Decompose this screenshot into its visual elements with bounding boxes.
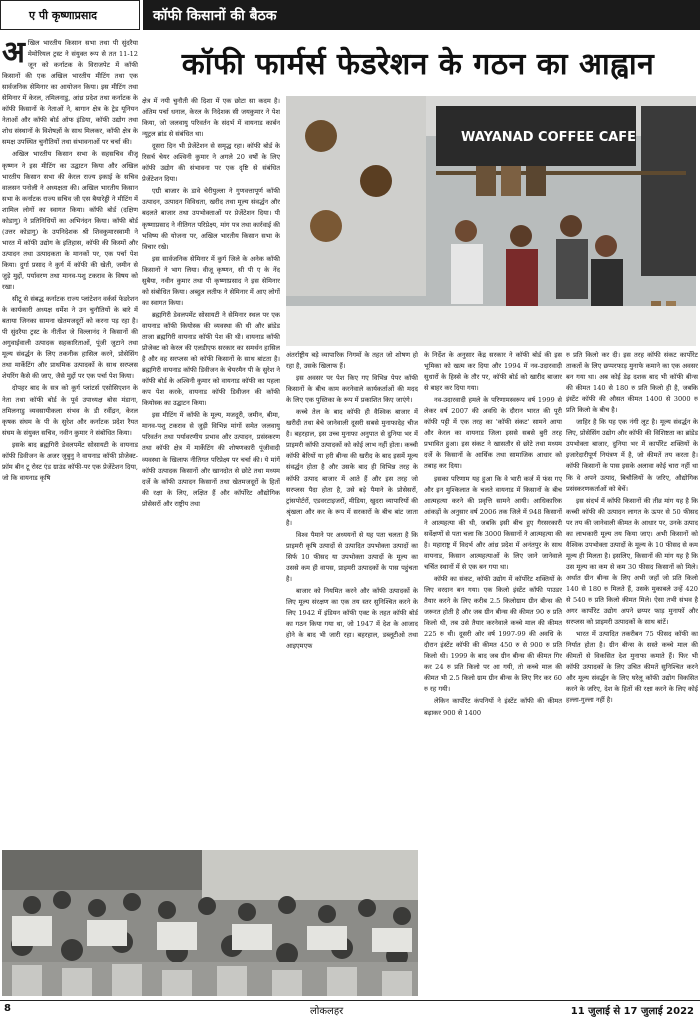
section-tag (143, 0, 700, 30)
meeting-photo-illustration (2, 850, 418, 996)
paragraph: ब्रह्मगिरी डेवलपमेंट सोसायटी ने सेमिनार स्थल पर एक वायनाड कॉफी कियोस्क की व्यवस्था की थी और ब्रांडेड ताजा ब्रह्मगिरी वायनाड कॉफी पेश की थी। वायनाड कॉफी प्रोजेक्ट को केरल की एलडीएफ सरकार का समर्थन हासिल है और वह सरप्लस को कॉफी किसानों के साथ बांटता है। ब्रह्मगिरी वायनाड कॉफी डिवीजन के चेयरमैन पी के सुरेश ने कॉफी बोर्ड के अश्विनी कुमार को वायनाड कॉफी का पहला कप पेश करके, वायनाड कॉफी डिवीजन की कॉफी कियोस्क का उद्घाटन किया। (142, 310, 280, 408)
paragraph: दूसरा दिन भी प्रेजेंटेशन से समृद्ध रहा। कॉफी बोर्ड के रिसर्च चेयर अश्विनी कुमार ने अगले 20 वर्षों के लिए कॉफी उद्योग की संभावना पर एक दृष्टि से संबंधित प्रेजेंटेशन दिया। (142, 142, 280, 184)
cafe-photo (286, 96, 696, 346)
paragraph: नव-उदारवादी हमले के परिणामस्वरूप वर्ष 1999 से लेकर वर्ष 2007 की अवधि के दौरान भारत की पूरी कॉफी पट्टी में एक तरह का 'कॉफी संकट' सामने आया और केरल का वायनाड जिला इससे सबसे बुरी तरह प्रभावित हुआ। इस संकट ने खासतौर से छोटे तथा मध्यम दर्जे के किसानों के आर्थिक तथा सामाजिक आधार को तबाह कर दिया। (424, 396, 562, 471)
paragraph: इस मीटिंग में कॉफी के मूल्य, मजदूरी, जमीन, बीमा, मानव-पशु टकराव से जुड़ी विभिन्न मांगों समेत जलवायु परिवर्तन तथा पर्यावरणीय प्रभाव और उत्पादन, प्रसंस्करण तथा कॉफी क्षेत्र में मार्केटिंग की शोषणकारी पूंजीवादी व्यवस्था के खिलाफ नीतिगत परिप्रेक्ष्य पर चर्चा की। ये मांगें कॉफी उत्पादक किसानों और खानदोत से छोटे तथा मध्यम दर्जे के कॉफी उत्पादन किसानों तथा खेतमजदूरों के हितों की रक्षा के लिए, लक्षित हैं और कॉर्पोरेट औद्योगिक प्रोसेसरों और राष्ट्रीय तथा (142, 411, 280, 508)
article-column-5 (566, 350, 698, 998)
cafe-sign: WAYANAD COFFEE CAFE (461, 130, 637, 145)
paragraph: खिल भारतीय किसान सभा तथा पी सुंदरैया मेमोरियल ट्रस्ट ने संयुक्त रूप से तत 11-12 जून को कर्नाटक के विराजपेट में कॉफी किसानों की एक अखिल भारतीय मीटिंग तथा एक सार्वजनिक सेमिनार का आयोजन किया। इस मीटिंग तथा सेमिनार में केरल, तमिलनाडु, आंध्र प्रदेश तथा कर्नाटक के कॉफी किसानों के नेताओं ने, बागान क्षेत्र के ट्रेड यूनियन नेताओं और कॉफी बोर्ड ऑफ इंडिया, कॉफी उद्योग तथा शोध संस्थानों के विशेषज्ञों के साथ मिलकर, कॉफी क्षेत्र के समक्ष उपस्थित चुनौतियों तथा संभावनाओं पर चर्चा की। (2, 39, 138, 147)
page-number: 8 (4, 1003, 11, 1014)
paragraph: सीटू से संबद्ध कर्नाटक राज्य प्लांटेशन वर्कर्स फेडरेशन के कार्यकारी अध्यक्ष धर्मेश ने उन चुनौतियों के बारे में बताया जिनका सामना खेतमजदूरों को करना पड़ रहा है। पी सुंदरैया ट्रस्ट के नीतीश जे विल्लानंद ने किसानों की अगुवाईवाली उत्पादक सहकारिताओं, पूंजी जुटाने तथा मूल्य संवर्द्धन के लिए तकनीक हासिल करने, प्रोसेसिंग तथा मार्केटिंग और प्राथमिक उत्पादकों के साथ सरप्लस शेयरिंग कैसे की जाए, जैसे मुद्दों पर एक पर्चा पेश किया। (2, 295, 138, 381)
article-column-4 (424, 350, 562, 998)
paragraph: रु प्रति किलो कर दी। इस तरह कॉफी संकट कार्पोरेट ताकतों के लिए छप्परफाड़ मुनाफे कमाने का एक अवसर बन गया था। अब कोई डेढ़ दशक बाद भी कॉफी बीन्स की कीमत 140 से 180 रु प्रति किलो ही है, जबकि इंस्टेंट कॉफी की औसत कीमत 1400 से 3000 रु प्रति किलो के बीच है। (566, 351, 698, 415)
paragraph: इसके बाद ब्रह्मगिरी डेवलपमेंट सोसायटी के वायनाड कॉफी डिवीजन के अजर जुबुनु ने वायनाड कॉफी प्रोजेक्ट-फ्रॉम बीन टू रोस्ट एंड ग्राउंड कॉफी-पर एक प्रेजेंटेशन दिया, जो कि वायनाड कृषि (2, 440, 138, 482)
paragraph: कच्चे तेल के बाद कॉफी ही वैश्विक बाजार में खरीदी तथा बेचे जानेवाली दूसरी सबसे मुनाफादेह चीज है। बहरहाल, इस उच्च मुनाफा अनुपात से दुनिया भर में प्राइमरी कॉफी उत्पादकों को कोई लाभ नहीं होता। कच्ची कॉफी बेरियों या हरी बीन्स की खरीद के बाद इसमें मूल्य संवर्द्धन होता है और उसके बाद ही विभिन्न तरह के कॉफी उत्पाद बाजार में आते हैं और इस तरह जो सरप्लस पैदा होता है, उसे बड़े पैमाने के प्रोसेसरों, ट्रांसपोर्टरों, एडवरटाइजरों, मीडिया, खुदरा व्यापारियों की श्रृंखला और कर के रूप में सरकारों के बीच बांट जाता है। (286, 408, 418, 527)
issue-date: 11 जुलाई से 17 जुलाई 2022 (570, 1006, 694, 1017)
footer-rule (0, 1000, 700, 1001)
headline: कॉफी फार्मर्स फेडरेशन के गठन का आह्वान (181, 47, 655, 82)
dropcap: अ (2, 38, 25, 70)
byline (0, 0, 140, 30)
paragraph: अंतर्राष्ट्रीय बड़े व्यापारिक निगमों के तहत जो शोषण हो रहा है, उसके खिलाफ हैं। (286, 351, 418, 371)
paragraph: विश्व पैमाने पर अध्ययनों से यह पता चलता है कि प्राइमरी कृषि उत्पादों से उत्पादित उपभोक्ता उत्पादों का सिर्फ 10 फीसद या उपभोक्ता उत्पादों के मूल्य का उससे कम ही वापस, प्राइमरी उत्पादकों के पास पहुंचता है। (286, 530, 418, 583)
paragraph: अखिल भारतीय किसान सभा के सहसचिव वीजू कृष्णन ने इस मीटिंग का उद्घाटन किया और अखिल भारतीय किसान सभा की केरल राज्य इकाई के सचिव वालसन पनोली ने अध्यक्षता की। अखिल भारतीय किसान सभा के कर्नाटक राज्य सचिव जी एस बैयारेड्डी ने मीटिंग में शामिल लोगों का स्वागत किया। कॉफी बोर्ड (दक्षिण कोडागु) ने प्रतिनिधियों का अभिनंदन किया। कॉफी बोर्ड (उत्तर कोडागु) के उपनिदेशक श्री शिवकुमारस्वामी ने भारत में कॉफी उद्योग के इतिहास, कॉफी की किस्मों और उत्पादन तथा उत्पादकता के मानकों पर, एक पर्चा पेश किया। दुर्गा प्रसाद ने कुर्ग में कॉफी की खेती, जमीन से जुड़े मुद्दों, पर्यावरण तथा मानव-पशु टकराव के विषय को रखा। (2, 150, 138, 292)
paragraph: इसका परिणाम यह हुआ कि वे भारी कर्ज में फंस गए और इन मुश्किलात के चलते वायनाड में किसानों के बीच आत्महत्या करने की प्रवृत्ति सामने आयी। आधिकारिक आंकड़ों के अनुसार वर्ष 2006 तक जिले में 948 किसानों ने आत्महत्या की थी, जबकि इसी बीच हुए गैरसरकारी सर्वेक्षणों से पता चला कि 3000 किसानों ने आत्महत्या की है। महाराष्ट्र में विदर्भ और आंध्र प्रदेश में अनंतपुर के साथ वायनाड, किसान आत्महत्याओं के लिए जाने जानेवाले चर्चित स्थानों में से एक बन गया था। (424, 474, 562, 571)
author-name: ए पी कृष्णाप्रसाद (29, 8, 98, 22)
paragraph: क्षेत्र में नयी चुनौती की दिशा में एक छोटा सा कदम है। अंतिम पर्चा धनाल, केरल के निदेशक सी जयकुमार ने पेश किया, जो जलवायु परिवर्तन के संदर्भ में वायनाड कार्बन न्यूट्रल ब्रांड से संबंधित था। (142, 97, 280, 139)
article-column-2 (142, 96, 280, 846)
paragraph: के निर्देश के अनुसार केंद्र सरकार ने कॉफी बोर्ड की इस भूमिका को खत्म कर दिया और 1994 में नव-उदारवादी सुधारों के हिस्से के तौर पर, कॉफी बोर्ड को खारीद बाजार से बाहर कर दिया गया। (424, 351, 562, 393)
paragraph: इस अवसर पर पेश किए गए विभिन्न पेपर कॉफी किसानों के बीच काम करनेवाले कार्यकर्ताओं की मदद के लिए एक पुस्तिका के रूप में प्रकाशित किए जाएंगे। (286, 374, 418, 405)
meeting-photo (2, 850, 418, 996)
article-column-3 (286, 350, 418, 846)
newspaper-name: लोकलहर (310, 1006, 344, 1017)
paragraph: इस सार्वजनिक सेमिनार में कुर्ग जिले के अनेक कॉफी किसानों ने भाग लिया। वीजू कृष्णन, सी पी ए के नेंद सुबैया, नवीन कुमार तथा पी कृष्णाप्रसाद ने इस सेमिनार को संबोधित किया। अब्दुल लतीफ ने सेमिनार में आए लोगों का स्वागत किया। (142, 254, 280, 307)
paragraph: बाजार को नियमित करने और कॉफी उत्पादकों के लिए मूल्य संरक्षण का एक तय स्तर सुनिश्चित करने के लिए 1942 में इंडियन कॉफी एक्ट के तहत कॉफी बोर्ड का गठन किया गया था, जो 1947 में देश के आजाद होने के बाद भी जारी रहा। बहरहाल, डब्लूटीओ तथा आइएमएफ (286, 586, 418, 651)
paragraph: कॉफी का संकट, कॉफी उद्योग में कॉर्पोरेट शक्तियों के लिए वरदान बन गया। एक किलो इंस्टेंट कॉफी पाउडर तैयार करने के लिए करीब 2.5 किलोग्राम ग्रीन बीन्स की जरूरत होती है और जब ग्रीन बीन्स की कीमत 90 रु प्रति किलो थी, तब उसे तैयार करनेवाले कच्चे माल की कीमत 225 रु थी। दूसरी ओर वर्ष 1997-99 की अवधि के दौरान इंस्टेंट कॉफी की कीमत 450 रु से 900 रु प्रति किलो थी। 1999 के बाद जब ग्रीन बीन्स की कीमत गिर कर 24 रु प्रति किलो पर आ गयी, तो कच्चे माल की कीमत भी 2.5 किलो ग्राम ग्रीन बीन्स के लिए गिर कर 60 रु रह गयी। (424, 574, 562, 694)
cafe-photo-illustration (286, 96, 696, 346)
paragraph: दोपहर बाद के सत्र को कूर्ग प्लांटर्स एसोसिएशन के नेता तथा कॉफी बोर्ड के पूर्व उपाध्यक्ष बोस मंडाना, तमिलनाडु व्यवसायीकला संभव के डी रवींद्रन, केरल कृषक संघम के पी के सुरेश और कर्नाटक प्रदेश रैयत संघम के संयुक्त सचिव, नवीन कुमार ने संबोधित किया। (2, 384, 138, 437)
paragraph: भारत में उत्पादित तकरीबन 75 फीसद कॉफी का निर्यात होता है। ग्रीन बीन्स के सस्ते कच्चे माल की कीमतों से विकसित देश मुनाफा कमाते हैं। फिर भी कॉफी उत्पादकों के लिए उचित कीमतें सुनिश्चित करने और मूल्य संवर्द्धन के लिए घरेलू कॉफी उद्योग विकसित करने के जरिए, देश के हितों की रक्षा करने के लिए कोई हल्ला-गुल्ला नहीं है। (566, 630, 698, 705)
paragraph: एग्री बाजार के डावे चेरीयुल्ला ने गुणवत्तापूर्ण कॉफी उत्पादन, उत्पादन विविधता, खरीद तथा मूल्य संवर्द्धन और बदलते बाजार तथा उपभोक्ताओं पर प्रेजेंटेशन दिया। पी कृष्णाप्रसाद ने नीतिगत परिप्रेक्ष्य, मांग पत्र तथा कार्रवाई की भविष्य की योजना पर, अखिल भारतीय किसान सभा के विचार रखे। (142, 187, 280, 251)
paragraph: इस संदर्भ में कॉफी किसानों की तीव्र मांग यह है कि कच्ची कॉफी की उत्पादन लागत के ऊपर से 50 फीसद पर तय की जानेवाली कीमत के आधार पर, उनके उत्पाद का लाभकारी मूल्य तय किया जाए। अभी किसानों को वैश्विक उपभोक्ता उत्पादों के मूल्य के 10 फीसद से कम मूल्य ही मिलता है। इसलिए, किसानों की मांग यह है कि उस मूल्य का कम से कम 30 फीसद किसानों को मिले। अर्थात ग्रीन बीन्स के लिए अभी जहाँ जो प्रति किलो 140 से 180 रु मिलते हैं, उसके मुकाबले उन्हें 420 से 540 रु प्रति किलो कीमत मिले। ऐसा तभी संभव है अगर कार्पोरेट उद्योग अपने छप्पर फाड़ मुनाफों और सरप्लस को प्राइमरी उत्पादकों के साथ बांटें। (566, 496, 698, 627)
paragraph: जाहिर है कि यह एक नंगी लूट है। मूल्य संवर्द्धन के लिए, प्रोसेसिंग उद्योग और कॉफी की विशिष्टता का ब्रांडेड उपभोक्ता बाजार, दुनिया भर में कार्पोरेट शक्तियों के इजारेदारीपूर्ण नियंत्रण में है, जो कीमतें तय करता है। कॉफी किसानों के पास इसके अलावा कोई चारा नहीं था कि वे अपने उत्पाद, बिचौलियों के जरिए, औद्योगिक प्रसंस्करणकर्ताओं को बेचें। (566, 418, 698, 493)
article-column-1 (2, 38, 138, 898)
paragraph: लेकिन कार्पोरेट कंपनियों ने इंस्टेंट कॉफी की कीमत बढ़ाकर 900 से 1400 (424, 697, 562, 717)
section-title: कॉफी किसानों की बैठक (153, 7, 277, 24)
